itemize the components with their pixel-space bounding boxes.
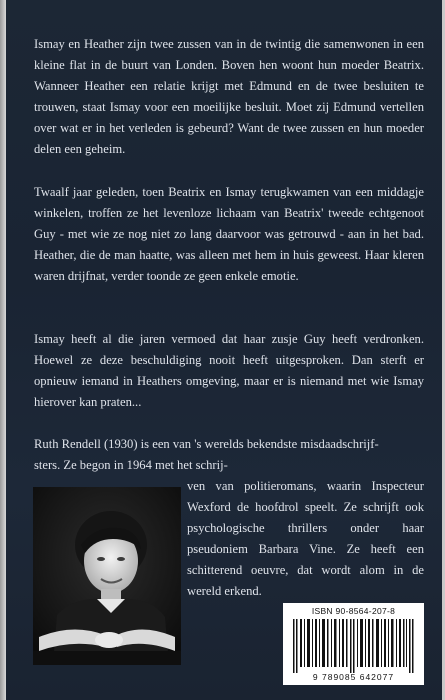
barcode-label bbox=[283, 603, 424, 685]
author-photo bbox=[33, 487, 181, 665]
barcode-bars bbox=[293, 619, 414, 673]
author-bio-line-2: sters. Ze begon in 1964 met het schrij- bbox=[34, 458, 228, 472]
synopsis-paragraph-1: Ismay en Heather zijn twee zussen van in de twintig die samenwonen in een kleine flat in de buurt van Londen. Boven hen woont hun moeder Beatrix. Wanneer Heather een relatie krijgt met Edmund en de twee besluiten te trouwen, staat Ismay voor een moeilijke besluit. Moet zij Edmund vertellen over wat er in het verleden is gebeurd? Want de twee zussen en hun moeder delen een geheim. bbox=[34, 37, 424, 156]
synopsis-paragraph-2: Twaalf jaar geleden, toen Beatrix en Ismay terugkwamen van een middagje winkelen, troffen ze het levenloze lichaam van Beatrix' tweede echtgenoot Guy - met wie ze nog niet zo lang daarvoor was getrouwd - aan in het bad. Heather, die de man haatte, was alleen met hem in huis geweest. Haar kleren waren drijfnat, verder toonde ze geen enkele emotie. bbox=[34, 185, 424, 283]
author-bio bbox=[34, 434, 424, 476]
author-bio-line-1: Ruth Rendell (1930) is een van 's werelds bekendste misdaadschrijf- bbox=[34, 437, 379, 451]
barcode-digits: 9 789085 642077 bbox=[312, 672, 395, 682]
author-bio-continued: ven van politieromans, waarin Inspecteur Wexford de hoofdrol speelt. Ze schrijft ook psychologische thrillers onder haar pseudoniem Barbara Vine. Ze heeft een schitterend oeuvre, dat wordt alom in de wereld erkend. bbox=[187, 479, 424, 598]
isbn-text: ISBN 90-8564-207-8 bbox=[311, 606, 396, 616]
synopsis-paragraph-3: Ismay heeft al die jaren vermoed dat haar zusje Guy heeft verdronken. Hoewel ze deze beschuldiging nooit heeft uitgesproken. Dan sterft er opnieuw iemand in Heathers omgeving, maar er is niemand met wie Ismay hierover kan praten... bbox=[34, 332, 424, 409]
